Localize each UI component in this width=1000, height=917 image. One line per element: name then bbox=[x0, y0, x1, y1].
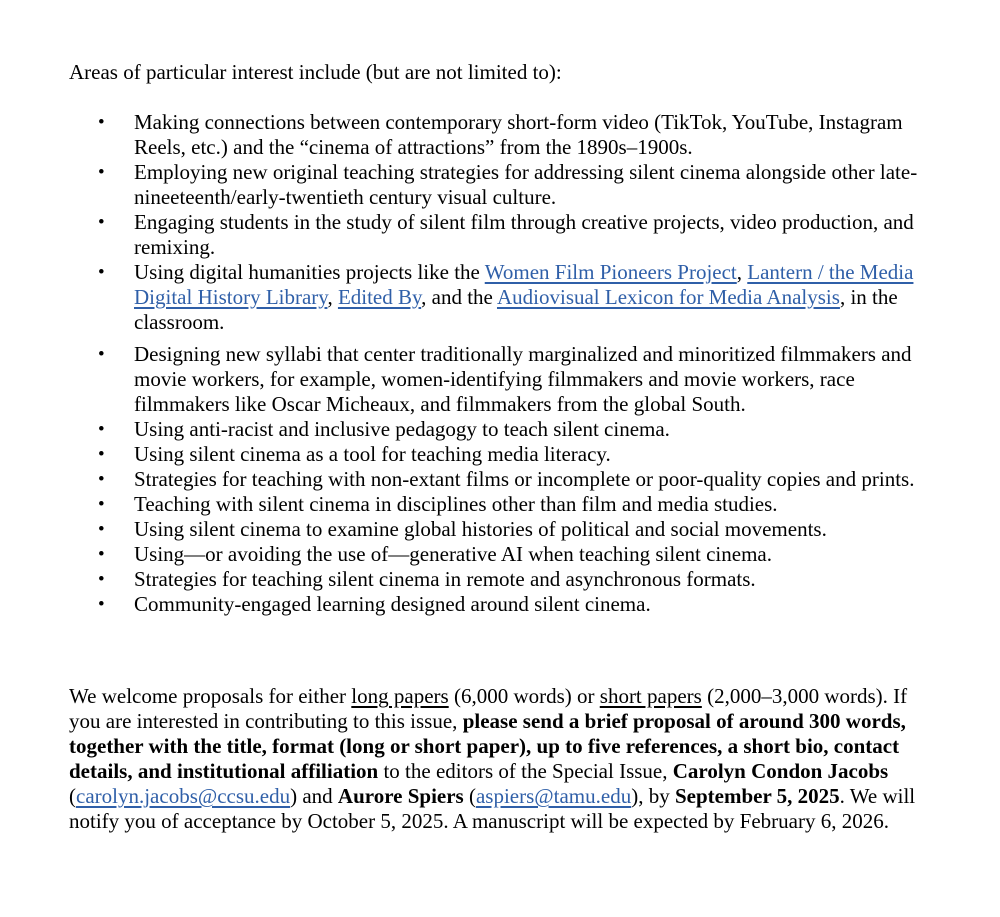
list-item bbox=[98, 110, 948, 160]
list-item-text: , in the classroom. bbox=[134, 285, 898, 334]
list-item bbox=[98, 160, 948, 210]
short-papers-term: short papers bbox=[599, 684, 702, 708]
paragraph-text: We welcome proposals for either bbox=[69, 684, 352, 708]
bullet-icon: • bbox=[98, 494, 105, 515]
list-item-text: Teaching with silent cinema in disciplines other than film and media studies. bbox=[134, 492, 778, 516]
list-item bbox=[98, 567, 948, 592]
list-item-text: Designing new syllabi that center traditionally marginalized and minoritized filmmakers and movie workers, for example, women-identifying filmmakers and movie workers, race filmmakers like Oscar Micheaux, and filmmakers from the global South. bbox=[134, 342, 912, 416]
list-item-text: Strategies for teaching silent cinema in remote and asynchronous formats. bbox=[134, 567, 756, 591]
closing-paragraph bbox=[69, 684, 939, 834]
bullet-icon: • bbox=[98, 419, 105, 440]
list-item bbox=[98, 417, 948, 442]
list-item bbox=[98, 442, 948, 467]
editor-email-link[interactable]: aspiers@tamu.edu bbox=[475, 784, 632, 808]
bullet-icon: • bbox=[98, 212, 105, 233]
list-item-text: Using anti-racist and inclusive pedagogy to teach silent cinema. bbox=[134, 417, 670, 441]
paragraph-text: . We will notify you of acceptance by October 5, 2025. A manuscript will be expected by February 6, 2026. bbox=[69, 784, 916, 833]
list-item-text: , bbox=[327, 285, 338, 309]
list-item bbox=[98, 517, 948, 542]
list-item bbox=[98, 542, 948, 567]
long-papers-term: long papers bbox=[351, 684, 449, 708]
paragraph-text: ), by bbox=[631, 784, 675, 808]
list-item-text: , bbox=[736, 260, 748, 284]
list-item-text: Using silent cinema as a tool for teaching media literacy. bbox=[134, 442, 611, 466]
list-item bbox=[98, 342, 948, 417]
bullet-icon: • bbox=[98, 569, 105, 590]
bullet-icon: • bbox=[98, 444, 105, 465]
paragraph-text: ( bbox=[463, 784, 476, 808]
list-item-text: Strategies for teaching with non-extant films or incomplete or poor-quality copies and prints. bbox=[134, 467, 915, 491]
editor-name: Carolyn Condon Jacobs bbox=[672, 759, 889, 783]
bullet-icon: • bbox=[98, 162, 105, 183]
list-item bbox=[98, 467, 948, 492]
deadline-date: September 5, 2025 bbox=[674, 784, 840, 808]
list-item-text: Engaging students in the study of silent film through creative projects, video production, and remixing. bbox=[134, 210, 914, 259]
list-item bbox=[98, 260, 948, 335]
editor-email-link[interactable]: carolyn.jacobs@ccsu.edu bbox=[76, 784, 291, 808]
bullet-icon: • bbox=[98, 344, 105, 365]
paragraph-text: (6,000 words) or bbox=[448, 684, 600, 708]
bullet-icon: • bbox=[98, 469, 105, 490]
paragraph-text: to the editors of the Special Issue, bbox=[378, 759, 673, 783]
list-item-text: Community-engaged learning designed around silent cinema. bbox=[134, 592, 651, 616]
women-film-pioneers-link[interactable]: Women Film Pioneers Project bbox=[484, 260, 737, 284]
list-item-text: Using digital humanities projects like the bbox=[134, 260, 485, 284]
paragraph-text: ( bbox=[69, 784, 76, 808]
list-item bbox=[98, 492, 948, 517]
audiovisual-lexicon-link[interactable]: Audiovisual Lexicon for Media Analysis bbox=[496, 285, 840, 309]
paragraph-text: ) and bbox=[290, 784, 338, 808]
edited-by-link[interactable]: Edited By bbox=[337, 285, 422, 309]
intro-text: Areas of particular interest include (but are not limited to): bbox=[69, 60, 562, 84]
paragraph-text: (2,000–3,000 words). If you are interested in contributing to this issue, bbox=[69, 684, 908, 733]
list-item-text: Using—or avoiding the use of—generative AI when teaching silent cinema. bbox=[134, 542, 772, 566]
list-item bbox=[98, 592, 948, 617]
bullet-icon: • bbox=[98, 262, 105, 283]
submission-instructions: please send a brief proposal of around 300 words, together with the title, format (long or short paper), up to five references, a short bio, contact details, and institutional affiliation bbox=[69, 709, 906, 783]
bullet-icon: • bbox=[98, 519, 105, 540]
list-item-text: Making connections between contemporary short-form video (TikTok, YouTube, Instagram Reels, etc.) and the “cinema of attractions” from the 1890s–1900s. bbox=[134, 110, 903, 159]
editor-name: Aurore Spiers bbox=[337, 784, 464, 808]
list-item-text: , and the bbox=[421, 285, 497, 309]
list-item-text: Employing new original teaching strategies for addressing silent cinema alongside other late-nineeteenth/early-twentieth century visual culture. bbox=[134, 160, 918, 209]
interest-list bbox=[98, 110, 948, 617]
bullet-icon: • bbox=[98, 112, 105, 133]
bullet-icon: • bbox=[98, 594, 105, 615]
list-item bbox=[98, 210, 948, 260]
list-item-text: Using silent cinema to examine global histories of political and social movements. bbox=[134, 517, 827, 541]
lantern-media-history-link[interactable]: Lantern / the Media Digital History Library bbox=[134, 260, 914, 309]
bullet-icon: • bbox=[98, 544, 105, 565]
